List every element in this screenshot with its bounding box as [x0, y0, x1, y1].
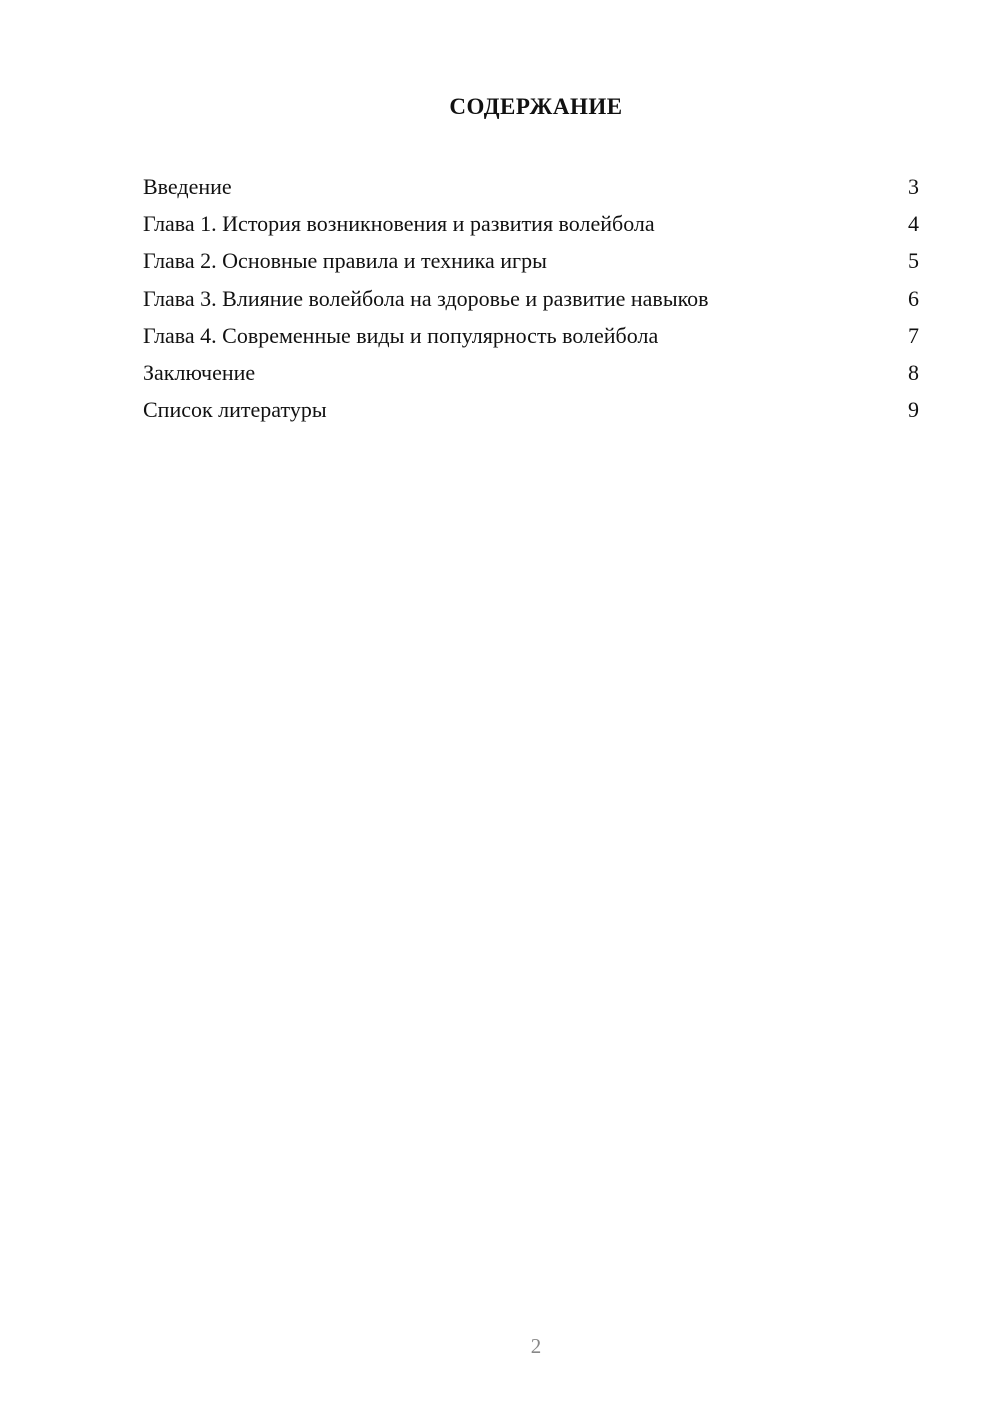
page-title: СОДЕРЖАНИЕ: [449, 94, 623, 119]
toc-entry-label: Список литературы: [143, 397, 327, 423]
toc-entry: [143, 317, 919, 354]
toc-entry-label: Введение: [143, 174, 232, 199]
toc-entry-label: Глава 1. История возникновения и развития волейбола: [143, 211, 655, 237]
toc-entry: [143, 168, 919, 205]
toc-entry: [143, 391, 919, 428]
toc-entry-page: 5: [908, 248, 919, 274]
toc-entry: [143, 354, 919, 391]
toc-entry-page: 9: [908, 397, 919, 423]
toc-entry-page: 6: [908, 285, 919, 311]
toc-entry-label: Глава 4. Современные виды и популярность волейбола: [143, 322, 659, 348]
toc-entry: [143, 242, 919, 279]
toc-entry-page: 7: [908, 322, 919, 348]
toc-entry: [143, 280, 919, 317]
toc-entry: [143, 205, 919, 242]
toc-entry-page: 3: [908, 174, 919, 199]
toc-entry-label: Заключение: [143, 359, 256, 385]
toc-entry-page: 8: [908, 359, 919, 385]
toc-entry-page: 4: [908, 211, 919, 237]
table-of-contents: [143, 168, 919, 428]
page-number: 2: [530, 1334, 542, 1358]
toc-entry-label: Глава 3. Влияние волейбола на здоровье и развитие навыков: [143, 285, 709, 311]
toc-entry-label: Глава 2. Основные правила и техника игры: [143, 248, 547, 274]
